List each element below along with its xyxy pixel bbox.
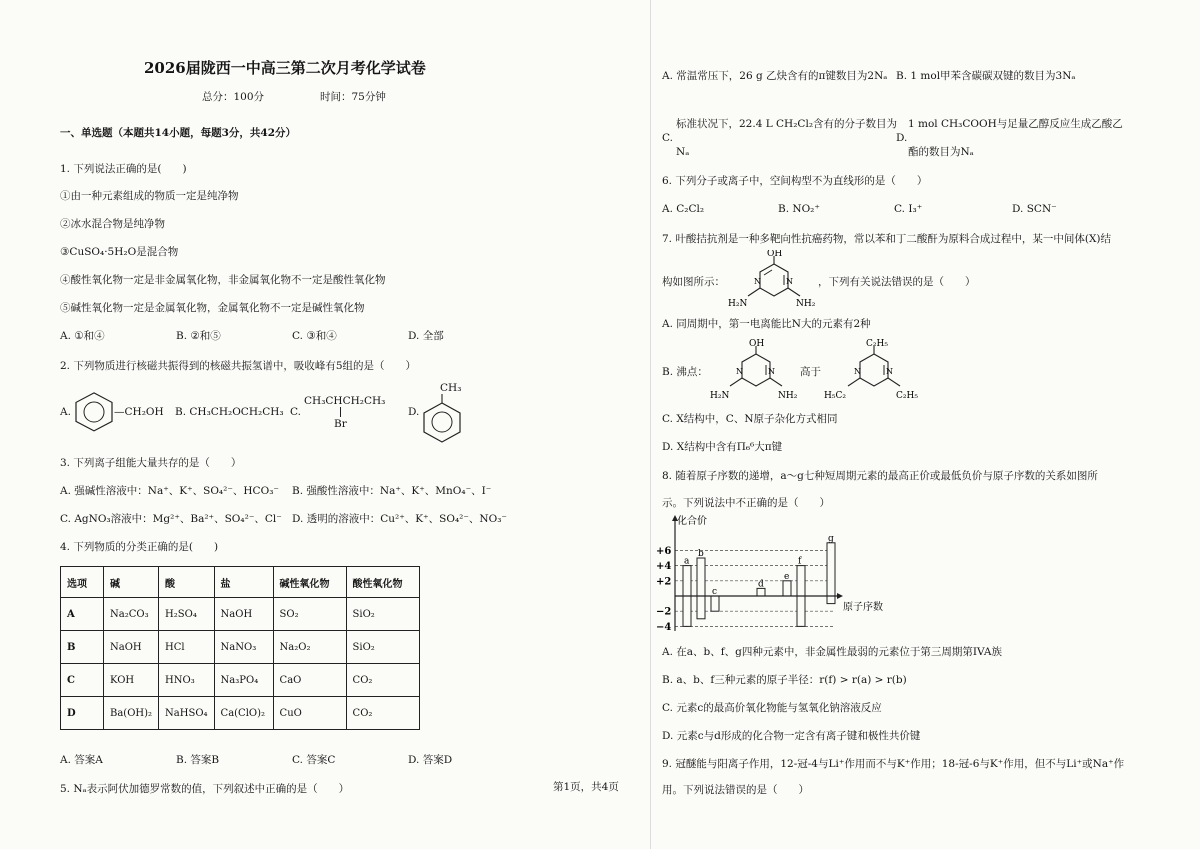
- x-oh-label: OH: [767, 250, 783, 259]
- pyrimidine-x-structure-icon: [708, 338, 800, 404]
- table-row: [61, 598, 420, 631]
- chart-bar-c: [711, 596, 719, 611]
- chart-bar-label: e: [784, 571, 790, 582]
- table-cell: NaOH: [214, 598, 273, 631]
- toluene-ring-icon: [420, 394, 464, 444]
- q2-option-a-group: —CH₂OH: [114, 406, 164, 418]
- ethyl-top-label: C₂H₅: [866, 339, 888, 349]
- table-cell: CuO: [273, 697, 346, 730]
- chart-tick-label: +6: [656, 545, 672, 557]
- exam-title: 2026届陇西一中高三第二次月考化学试卷: [144, 59, 426, 77]
- exam-score: 总分：100分: [202, 91, 265, 103]
- q7-option-b-label: B. 沸点：: [662, 366, 708, 378]
- ring-n-label: N: [854, 367, 861, 376]
- chart-bar-label: c: [712, 587, 718, 597]
- benzene-ring-icon: [72, 392, 116, 434]
- table-cell: SO₂: [273, 598, 346, 631]
- q2-option-c-bond: [340, 407, 341, 417]
- q5-option-c-label: C.: [662, 132, 673, 144]
- table-header-cell: 碱性氧化物: [273, 567, 346, 598]
- q1-item: ①由一种元素组成的物质一定是纯净物: [60, 190, 239, 202]
- table-header-cell: 盐: [214, 567, 273, 598]
- table-cell: Ca(ClO)₂: [214, 697, 273, 730]
- q6-option-c: C. I₃⁺: [894, 203, 923, 215]
- exam-time: 时间：75分钟: [320, 91, 386, 103]
- chart-tick-label: −2: [656, 606, 672, 618]
- page-footer: 第1页，共4页: [553, 781, 619, 793]
- table-cell: A: [61, 598, 104, 631]
- table-header-cell: 选项: [61, 567, 104, 598]
- x-nh2-label: NH₂: [796, 299, 816, 309]
- table-cell: NaHSO₄: [159, 697, 215, 730]
- table-cell: Na₃PO₄: [214, 664, 273, 697]
- q5-option-a: A. 常温常压下，26 g 乙炔含有的π键数目为2Nₐ: [662, 70, 888, 82]
- q1-item: ②冰水混合物是纯净物: [60, 218, 165, 230]
- chart-bar-label: d: [758, 579, 764, 590]
- q7-stem-2: 构如图所示：: [662, 276, 725, 288]
- chart-tick-label: +4: [656, 561, 672, 573]
- q1-item: ③CuSO₄·5H₂O是混合物: [60, 246, 179, 258]
- q4-option-c: C. 答案C: [292, 754, 336, 766]
- q6-option-d: D. SCN⁻: [1012, 203, 1057, 215]
- chart-bar-g: [827, 543, 835, 604]
- ring-n-label: N: [886, 367, 893, 376]
- q4-option-a: A. 答案A: [60, 754, 103, 766]
- q5-option-d-text: 1 mol CH₃COOH与足量乙醇反应生成乙酸乙: [908, 118, 1123, 130]
- q7-option-a: A. 同周期中，第一电离能比N大的元素有2种: [662, 318, 871, 330]
- chart-bar-d: [757, 588, 765, 596]
- q3-option-a: A. 强碱性溶液中：Na⁺、K⁺、SO₄²⁻、HCO₃⁻: [60, 485, 279, 497]
- valence-chart: [655, 512, 900, 637]
- x-n-label: N: [736, 367, 743, 376]
- q3-option-c: C. AgNO₃溶液中：Mg²⁺、Ba²⁺、SO₄²⁻、Cl⁻: [60, 513, 282, 525]
- chart-tick-label: −4: [656, 621, 672, 633]
- table-cell: CaO: [273, 664, 346, 697]
- q4-stem: 4. 下列物质的分类正确的是( ): [60, 541, 219, 553]
- q6-stem: 6. 下列分子或离子中，空间构型不为直线形的是（ ）: [662, 175, 928, 187]
- chart-bar-e: [783, 581, 791, 596]
- q1-option-d: D. 全部: [408, 330, 444, 342]
- q1-option-b: B. ②和⑤: [176, 330, 221, 342]
- table-cell: NaNO₃: [214, 631, 273, 664]
- q5-option-b: B. 1 mol甲苯含碳碳双键的数目为3Nₐ: [896, 70, 1076, 82]
- q2-option-c-formula: CH₃CHCH₂CH₃: [304, 395, 386, 407]
- chart-bar-label: a: [684, 556, 690, 567]
- table-cell: Na₂O₂: [273, 631, 346, 664]
- pyrimidine-ethyl-structure-icon: [822, 338, 922, 404]
- x-n-label: N: [786, 277, 793, 286]
- q3-option-d: D. 透明的溶液中：Cu²⁺、K⁺、SO₄²⁻、NO₃⁻: [292, 513, 507, 525]
- q9-stem-2: 用。下列说法错误的是（ ）: [662, 784, 809, 796]
- table-cell: B: [61, 631, 104, 664]
- q2-option-d-methyl: CH₃: [440, 382, 462, 394]
- q5-option-d-text-2: 酯的数目为Nₐ: [908, 146, 974, 158]
- q8-stem: 8. 随着原子序数的递增，a～g七种短周期元素的最高正价或最低负价与原子序数的关系如图所: [662, 470, 1098, 482]
- ethyl-right-label: C₂H₅: [896, 391, 918, 401]
- q7-stem: 7. 叶酸拮抗剂是一种多靶向性抗癌药物，常以苯和丁二酸酐为原料合成过程中，某一中间体(X)结: [662, 233, 1112, 245]
- q8-stem-2: 示。下列说法中不正确的是（ ）: [662, 497, 830, 509]
- q9-stem: 9. 冠醚能与阳离子作用，12-冠-4与Li⁺作用而不与K⁺作用；18-冠-6与K⁺作用，但不与Li⁺或Na⁺作: [662, 758, 1125, 770]
- chart-tick-label: +2: [656, 576, 672, 588]
- chart-bar-label: b: [698, 549, 704, 559]
- chart-bar-b: [697, 558, 705, 619]
- chart-x-arrow-icon: [837, 593, 843, 599]
- chart-ylabel: 化合价: [677, 516, 707, 527]
- x-h2n-label: H₂N: [710, 391, 730, 401]
- q8-option-a: A. 在a、b、f、g四种元素中，非金属性最弱的元素位于第三周期第IVA族: [662, 646, 1002, 658]
- x-nh2-label: NH₂: [778, 391, 798, 401]
- q2-stem: 2. 下列物质进行核磁共振得到的核磁共振氢谱中，吸收峰有5组的是（ ）: [60, 360, 417, 372]
- q7-option-d: D. X结构中含有Π₆⁶大π键: [662, 441, 783, 453]
- table-row: [61, 631, 420, 664]
- table-header-cell: 酸: [159, 567, 215, 598]
- q3-stem: 3. 下列离子组能大量共存的是（ ）: [60, 457, 242, 469]
- q1-option-a: A. ①和④: [60, 330, 105, 342]
- x-h2n-label: H₂N: [728, 299, 748, 309]
- table-cell: SiO₂: [346, 631, 419, 664]
- x-n-label: N: [768, 367, 775, 376]
- table-header-cell: 酸性氧化物: [346, 567, 419, 598]
- q7-option-b-mid: 高于: [800, 366, 821, 378]
- q5-option-c-text-2: Nₐ: [676, 146, 690, 158]
- table-row: [61, 697, 420, 730]
- q6-option-a: A. C₂Cl₂: [662, 203, 705, 215]
- q8-option-d: D. 元素c与d形成的化合物一定含有离子键和极性共价键: [662, 730, 921, 742]
- q2-option-c-substituent: Br: [334, 418, 347, 430]
- page-fold: [650, 0, 651, 849]
- pyrimidine-x-structure-icon: [726, 250, 818, 312]
- q6-option-b: B. NO₂⁺: [778, 203, 820, 215]
- q7-option-c: C. X结构中，C、N原子杂化方式相同: [662, 413, 838, 425]
- q3-option-b: B. 强酸性溶液中：Na⁺、K⁺、MnO₄⁻、I⁻: [292, 485, 492, 497]
- table-cell: NaOH: [104, 631, 159, 664]
- q1-item: ④酸性氧化物一定是非金属氧化物，非金属氧化物不一定是酸性氧化物: [60, 274, 386, 286]
- table-row: [61, 664, 420, 697]
- q1-item: ⑤碱性氧化物一定是金属氧化物，金属氧化物不一定是碱性氧化物: [60, 302, 365, 314]
- table-header-cell: 碱: [104, 567, 159, 598]
- table-cell: HNO₃: [159, 664, 215, 697]
- classification-table: [60, 566, 420, 730]
- table-cell: Na₂CO₃: [104, 598, 159, 631]
- q1-option-c: C. ③和④: [292, 330, 337, 342]
- table-cell: CO₂: [346, 697, 419, 730]
- table-cell: CO₂: [346, 664, 419, 697]
- q5-stem: 5. Nₐ表示阿伏加德罗常数的值，下列叙述中正确的是（ ）: [60, 783, 350, 795]
- q1-stem: 1. 下列说法正确的是( ): [60, 163, 187, 175]
- q4-option-d: D. 答案D: [408, 754, 453, 766]
- q2-option-d-label: D.: [408, 406, 420, 418]
- q8-option-c: C. 元素c的最高价氧化物能与氢氧化钠溶液反应: [662, 702, 882, 714]
- table-cell: C: [61, 664, 104, 697]
- table-cell: D: [61, 697, 104, 730]
- q8-option-b: B. a、b、f三种元素的原子半径：r(f) > r(a) > r(b): [662, 674, 907, 686]
- table-cell: KOH: [104, 664, 159, 697]
- q7-stem-3: ，下列有关说法错误的是（ ）: [818, 276, 976, 288]
- section-heading: 一、单选题（本题共14小题，每题3分，共42分）: [60, 127, 297, 139]
- table-cell: H₂SO₄: [159, 598, 215, 631]
- q2-option-a-label: A.: [60, 406, 71, 418]
- x-oh-label: OH: [749, 339, 765, 349]
- chart-xlabel: 原子序数: [843, 602, 883, 613]
- ethyl-left-label: H₅C₂: [824, 391, 846, 401]
- q5-option-d-label: D.: [896, 132, 908, 144]
- q4-option-b: B. 答案B: [176, 754, 220, 766]
- chart-bar-label: g: [828, 533, 834, 544]
- table-cell: SiO₂: [346, 598, 419, 631]
- x-n-label: N: [754, 277, 761, 286]
- table-cell: HCl: [159, 631, 215, 664]
- table-cell: Ba(OH)₂: [104, 697, 159, 730]
- q2-option-c-label: C.: [290, 406, 301, 418]
- chart-bar-label: f: [798, 556, 802, 567]
- table-header-row: [61, 567, 420, 598]
- q2-option-b: B. CH₃CH₂OCH₂CH₃: [175, 406, 284, 418]
- q5-option-c-text: 标准状况下，22.4 L CH₂Cl₂含有的分子数目为: [676, 118, 898, 130]
